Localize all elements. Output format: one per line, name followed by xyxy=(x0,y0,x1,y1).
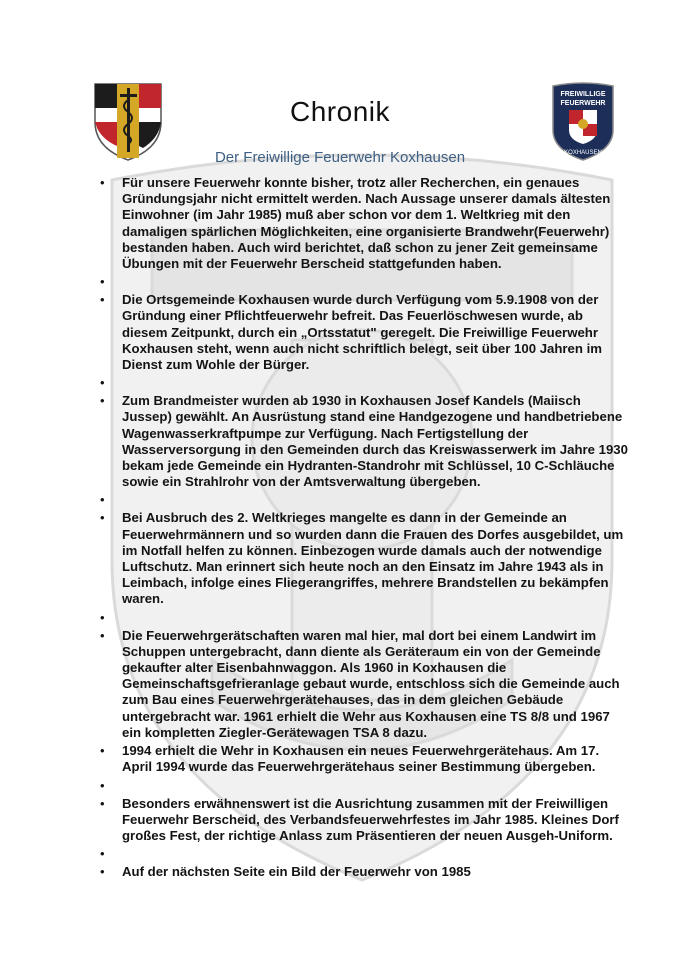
list-item-empty xyxy=(96,274,628,290)
list-item-empty xyxy=(96,375,628,391)
list-item: • Zum Brandmeister wurden ab 1930 in Koxhausen Josef Kandels (Maiisch Jussep) gewählt. An Ausrüstung stand eine Handgezogene und handbetriebene Wagenwasserkraftpumpe zur Verfügung. Nach Fertigstellung der Wasserversorgung in den Gemeinden durch das Kreiswasserwerk im Jahre 1930 bekam jede Gemeinde ein Hydranten-Standrohr mit Schlüssel, 10 C-Schläuche sowie ein Strahlrohr von der Amtsverwaltung übergeben. xyxy=(96,393,628,490)
patch-line2: FEUERWEHR xyxy=(560,100,606,107)
list-item-empty xyxy=(96,846,628,862)
list-item: • 1994 erhielt die Wehr in Koxhausen ein neues Feuerwehrgerätehaus. Am 17. April 1994 wurde das Feuerwehrgerätehaus seiner Bestimmung übergeben. xyxy=(96,743,628,775)
list-item: • Bei Ausbruch des 2. Weltkrieges mangelte es dann in der Gemeinde an Feuerwehrmännern und so wurden dann die Frauen des Dorfes ausgebildet, um im Notfall helfen zu können. Einbezogen wurde damals auch der notwendige Luftschutz. Man erinnert sich heute noch an den Einsatz im Jahre 1943 als in Leimbach, infolge eines Fliegerangriffes, mehrere Brandstellen zu bekämpfen waren. xyxy=(96,510,628,607)
list-item: • Für unsere Feuerwehr konnte bisher, trotz aller Recherchen, ein genaues Gründungsjahr nicht ermittelt werden. Nach Aussage unserer damals ältesten Einwohner (im Jahr 1985) muß aber schon vor dem 1. Weltkrieg mit den damaligen spärlichen Möglichkeiten, eine organisierte Brandwehr(Feuerwehr) bestanden haben. Auch wird berichtet, daß schon zu jener Zeit gemeinsame Übungen mit der Feuerwehr Berscheid stattgefunden haben. xyxy=(96,175,628,272)
list-item-empty xyxy=(96,610,628,626)
list-item: • Auf der nächsten Seite ein Bild der Feuerwehr von 1985 xyxy=(96,864,628,880)
list-item-empty xyxy=(96,492,628,508)
patch-line3: KOXHAUSEN xyxy=(564,150,602,156)
list-item: • Besonders erwähnenswert ist die Ausrichtung zusammen mit der Freiwilligen Feuerwehr Berscheid, des Verbandsfeuerwehrfestes im Jahr 1985. Kleines Dorf großes Fest, der richtige Anlass zum Präsentieren der neuen Ausgeh-Uniform. xyxy=(96,796,628,845)
list-item-empty xyxy=(96,778,628,794)
list-item: • Die Ortsgemeinde Koxhausen wurde durch Verfügung vom 5.9.1908 von der Gründung einer Pflichtfeuerwehr befreit. Das Feuerlöschwesen wurde, ab diesem Zeitpunkt, durch ein „Ortsstatut" geregelt. Die Freiwillige Feuerwehr Koxhausen steht, wenn auch nicht schriftlich belegt, seit über 100 Jahren im Dienst zum Wohle der Bürger. xyxy=(96,292,628,373)
chronik-list xyxy=(96,175,628,882)
patch-line1: FREIWILLIGE xyxy=(560,91,606,98)
page-title: Chronik xyxy=(290,96,390,127)
page-subtitle: Der Freiwillige Feuerwehr Koxhausen xyxy=(214,149,466,166)
list-item: • Die Feuerwehrgerätschaften waren mal hier, mal dort bei einem Landwirt im Schuppen untergebracht, dann diente als Geräteraum ein von der Gemeinde gekaufter alter Eisenbahnwaggon. Als 1960 in Koxhausen die Gemeinschaftsgefrieranlage gebaut wurde, entschloss sich die Gemeinde auch zum Bau eines Feuerwehrgerätehauses, das in dem gleichen Gebäude untergebracht war. 1961 erhielt die Wehr aus Koxhausen eine TS 8/8 und 1967 ein kompletten Ziegler-Gerätewagen TSA 8 dazu. xyxy=(96,628,628,741)
